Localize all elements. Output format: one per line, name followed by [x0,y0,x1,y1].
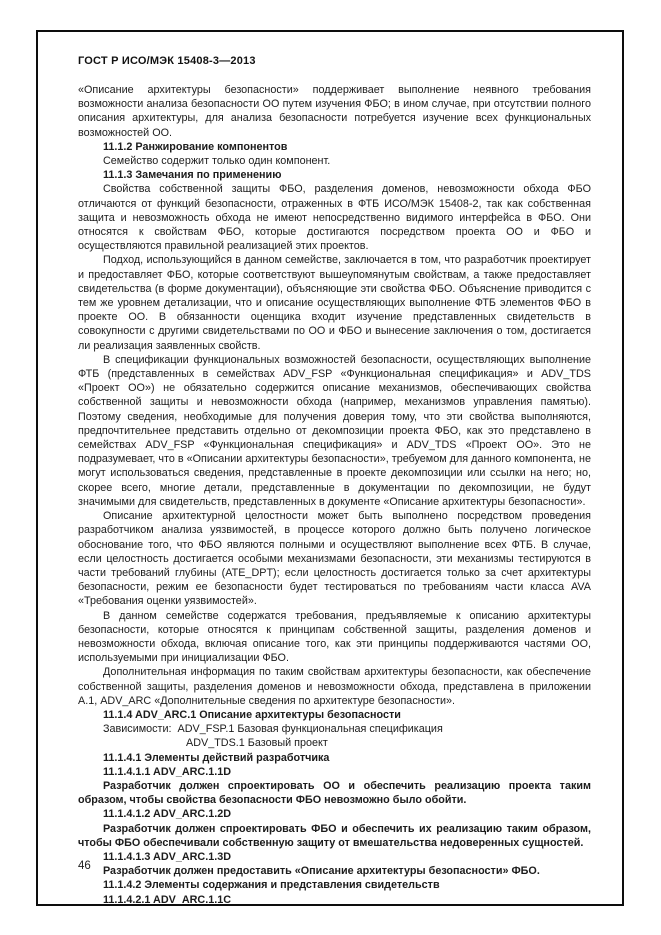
paragraph: Свойства собственной защиты ФБО, разделения доменов, невозможности обхода ФБО отличаются от функций безопасности, отраженных в ФТБ ИСО/МЭК 15408-2, так как собственная защита и невозможность обхода не имеют непосредственно видимого интерфейса в ФБО. Они относятся к свойствам ФБО, которые достигаются посредством проекта ОО и ФБО и осуществляются правильной реализацией этих проектов. [78,183,591,253]
paragraph: Зависимости: ADV_FSP.1 Базовая функциональная спецификация [103,723,443,736]
paragraph: Разработчик должен спроектировать ОО и обеспечить реализацию проекта таким образом, чтобы свойства безопасности ФБО невозможно было обойти. [78,779,591,807]
page-number: 46 [78,860,91,872]
section-heading: 11.1.2 Ранжирование компонентов [103,140,288,153]
paragraph: «Описание архитектуры безопасности» поддерживает выполнение неявного требования возможности анализа безопасности ОО путем изучения ФБО; в ином случае, при отсутствии полного описания архитектуры, для анализа безопасности потребуется изучение всех функциональных возможностей ОО. [78,84,591,139]
paragraph: Семейство содержит только один компонент. [103,155,331,168]
paragraph: Разработчик должен предоставить «Описание архитектуры безопасности» ФБО. [103,865,540,878]
section-heading: 11.1.4.1.2 ADV_ARC.1.2D [103,808,232,821]
section-heading: 11.1.4.1.3 ADV_ARC.1.3D [103,850,232,863]
paragraph: В спецификации функциональных возможностей безопасности, осуществляющих выполнение ФТБ (представленных в семействах ADV_FSP «Функциональная спецификация» и ADV_TDS «Проект ОО») не обязательно содержится описание механизмов, обеспечивающих свойства собственной защиты и невозможности обхода (например, механизмов управления памятью). Поэтому сведения, необходимые для получения доверия тому, что эти свойства выполняются, предпочтительнее представить отдельно от декомпозиции проекта ФБО, как это представлено в семействах ADV_FSP «Функциональная спецификация» и ADV_TDS «Проект ОО». Это не подразумевает, что в «Описании архитектуры безопасности», требуемом для данного компонента, не могут использоваться сведения, представленные в проекте декомпозиции или ссылки на него; но, скорее всего, многие детали, представленные в документации по декомпозиции, не будут значимыми для свидетельств, представленных в документе «Описание архитектуры безопасности». [78,353,591,508]
document-body [78,83,591,907]
page-content [78,55,591,907]
paragraph: Разработчик должен спроектировать ФБО и обеспечить их реализацию таким образом, чтобы ФБО обеспечивали собственную защиту от вмешательства недоверенных сущностей. [78,822,591,849]
section-heading: 11.1.4 ADV_ARC.1 Описание архитектуры безопасности [103,708,401,721]
paragraph: Описание архитектурной целостности может быть выполнено посредством проведения разработчиком анализа уязвимостей, в процессе которого должно быть получено логическое обоснование того, что ФБО являются полными и осуществляют выполнение всех ФТБ. В случае, если целостность достигается особыми механизмами безопасности, эти механизмы тестируются в части требований глубины (ATE_DPT); если целостность достигается только за счет архитектуры безопасности, режим ее безопасности будет тестироваться по требованиям части класса AVA «Требования оценки уязвимостей». [78,510,591,608]
section-heading: 11.1.4.1.1 ADV_ARC.1.1D [103,765,232,778]
paragraph: В данном семействе содержатся требования, предъявляемые к описанию архитектуры безопасности, которые относятся к принципам собственной защиты, разделения доменов и невозможности обхода, включая описание того, как эти принципы поддерживаются частями ОО, используемыми при инициализации ФБО. [78,609,591,665]
section-heading: 11.1.4.2.1 ADV_ARC.1.1C [103,893,232,906]
paragraph: ADV_TDS.1 Базовый проект [186,737,328,750]
paragraph: Дополнительная информация по таким свойствам архитектуры безопасности, как обеспечение собственной защиты, разделения доменов и невозможности обхода, представлена в приложении А.1, ADV_ARC «Дополнительные сведения по архитектуре безопасности». [78,666,591,707]
section-heading: 11.1.3 Замечания по применению [103,169,282,182]
section-heading: 11.1.4.1 Элементы действий разработчика [103,751,330,764]
paragraph: Подход, использующийся в данном семействе, заключается в том, что разработчик проектирует и предоставляет ФБО, которые соответствуют вышеупомянутым свойствам, а также предоставляет свидетельства (в форме документации), объясняющие эти свойства ФБО. Объяснение приводится с тем же уровнем детализации, что и описание осуществляющих выполнение ФТБ элементов ФБО в проекте ОО. В обязанности оценщика входит изучение представленных свидетельств в совокупности с другими свидетельствами по ОО и ФБО и вынесение заключения о том, достигается ли реализация заявленных свойств. [78,254,591,352]
section-heading: 11.1.4.2 Элементы содержания и представления свидетельств [103,879,440,892]
document-header: ГОСТ Р ИСО/МЭК 15408-3—2013 [78,55,256,67]
